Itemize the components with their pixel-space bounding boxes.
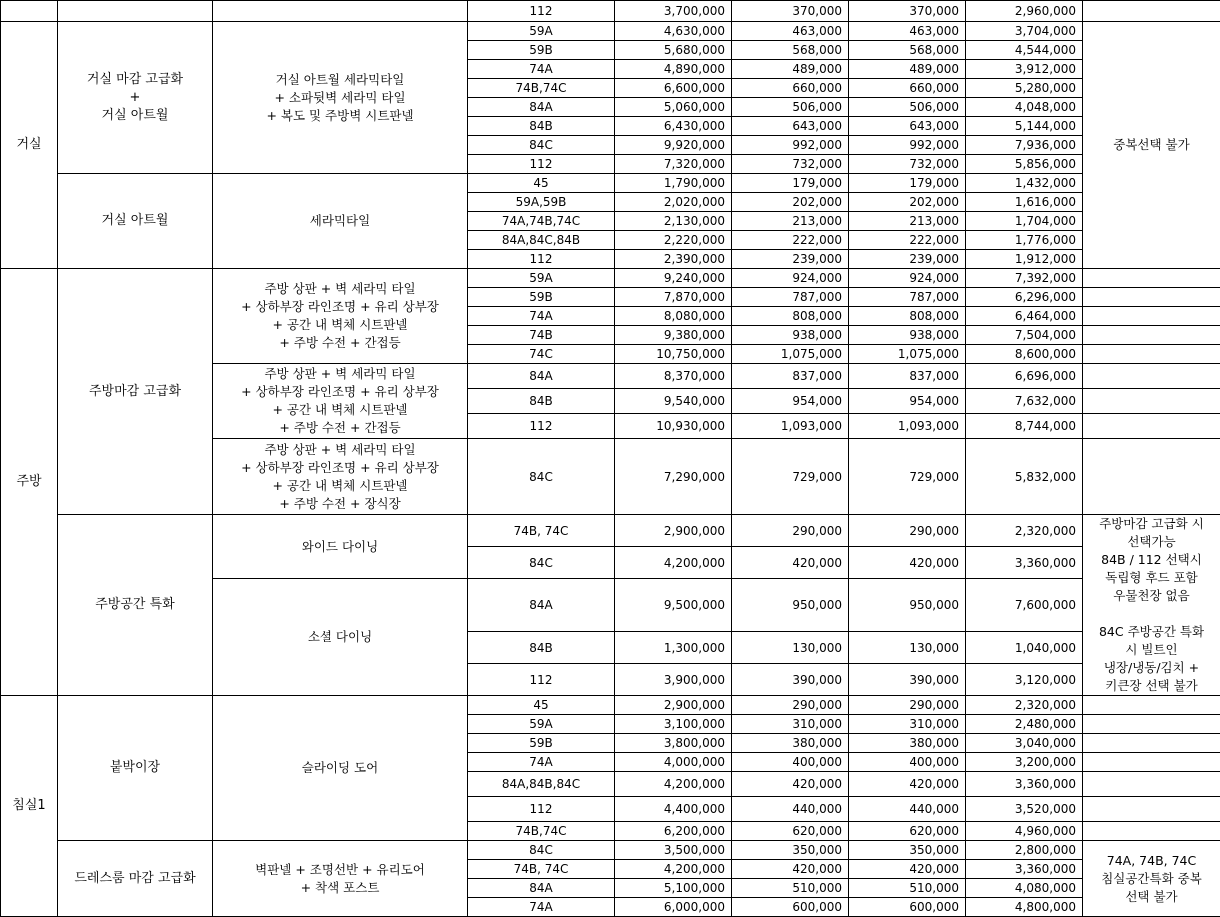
note-cell [1083,822,1220,841]
item-closet: 붙박이장 [58,696,213,841]
text-line: + 주방 수전 + 장식장 [216,495,464,513]
model-cell: 84A [468,98,615,117]
text-line: + 소파뒷벽 세라믹 타일 [216,89,464,107]
text-line: 거실 마감 고급화 [61,71,209,89]
vat-cell: 600,000 [732,898,849,917]
base-price-cell: 9,240,000 [615,269,732,288]
room-cell [1,1,58,22]
base-price-cell: 6,200,000 [615,822,732,841]
item-cell [58,1,213,22]
base-price-cell: 6,000,000 [615,898,732,917]
text-line: + 주방 수전 + 간접등 [216,419,464,437]
text-line: 독립형 후드 포함 [1086,569,1217,587]
text-line: + 공간 내 벽체 시트판넬 [216,316,464,334]
vat-cell: 808,000 [849,307,966,326]
text-line: 냉장/냉동/김치 + [1086,659,1217,677]
model-cell: 59A [468,22,615,41]
note-kitchen-space [1083,515,1220,696]
total-price-cell: 5,144,000 [966,117,1083,136]
model-cell: 84A [468,579,615,632]
text-line: 우물천장 없음 [1086,587,1217,605]
total-price-cell: 1,776,000 [966,231,1083,250]
model-cell: 74A,74B,74C [468,212,615,231]
note-cell [1083,326,1220,345]
vat-cell: 390,000 [732,664,849,696]
item-kitchen-space: 주방공간 특화 [58,515,213,696]
text-line: 주방 상판 + 벽 세라믹 타일 [216,280,464,298]
model-cell: 84C [468,841,615,860]
total-price-cell: 8,600,000 [966,345,1083,364]
total-price-cell: 5,832,000 [966,439,1083,515]
vat-cell: 370,000 [849,1,966,22]
vat-cell: 643,000 [732,117,849,136]
model-cell: 84C [468,547,615,579]
text-line: + 착색 포스트 [216,879,464,897]
base-price-cell: 9,540,000 [615,389,732,414]
text-line: 84B / 112 선택시 [1086,551,1217,569]
vat-cell: 420,000 [732,860,849,879]
vat-cell: 213,000 [849,212,966,231]
vat-cell: 179,000 [732,174,849,193]
note-cell [1083,1,1220,22]
note-cell [1083,734,1220,753]
vat-cell: 350,000 [732,841,849,860]
text-line: + 복도 및 주방벽 시트판넬 [216,107,464,125]
desc-wide-dining: 와이드 다이닝 [213,515,468,579]
vat-cell: 440,000 [732,797,849,822]
model-cell: 112 [468,664,615,696]
total-price-cell: 4,544,000 [966,41,1083,60]
item-living-finish [58,22,213,174]
vat-cell: 370,000 [732,1,849,22]
total-price-cell: 3,520,000 [966,797,1083,822]
vat-cell: 732,000 [849,155,966,174]
text-line: 거실 아트월 세라믹타일 [216,71,464,89]
vat-cell: 954,000 [849,389,966,414]
base-price-cell: 7,320,000 [615,155,732,174]
model-cell: 74B [468,326,615,345]
model-cell: 59B [468,288,615,307]
model-cell: 59A,59B [468,193,615,212]
vat-cell: 222,000 [849,231,966,250]
model-cell: 84A,84B,84C [468,772,615,797]
vat-cell: 568,000 [732,41,849,60]
note-cell [1083,439,1220,515]
model-cell: 84B [468,117,615,136]
total-price-cell: 6,464,000 [966,307,1083,326]
vat-cell: 290,000 [849,696,966,715]
vat-cell: 732,000 [732,155,849,174]
vat-cell: 213,000 [732,212,849,231]
total-price-cell: 3,360,000 [966,772,1083,797]
text-line: + 공간 내 벽체 시트판넬 [216,401,464,419]
total-price-cell: 7,936,000 [966,136,1083,155]
total-price-cell: 3,120,000 [966,664,1083,696]
base-price-cell: 3,700,000 [615,1,732,22]
base-price-cell: 5,680,000 [615,41,732,60]
text-line: + 상하부장 라인조명 + 유리 상부장 [216,459,464,477]
desc-social-dining: 소셜 다이닝 [213,579,468,696]
room-bedroom: 침실1 [1,696,58,917]
text-line: 84C 주방공간 특화 [1086,623,1217,641]
room-kitchen: 주방 [1,269,58,696]
model-cell: 112 [468,250,615,269]
table-row [1,841,1220,860]
text-line: + [61,89,209,107]
text-line: + 상하부장 라인조명 + 유리 상부장 [216,383,464,401]
text-line: 키큰장 선택 불가 [1086,677,1217,695]
vat-cell: 938,000 [849,326,966,345]
total-price-cell: 3,360,000 [966,547,1083,579]
total-price-cell: 3,704,000 [966,22,1083,41]
base-price-cell: 3,800,000 [615,734,732,753]
text-line: 선택가능 [1086,533,1217,551]
vat-cell: 202,000 [849,193,966,212]
model-cell: 84A [468,879,615,898]
model-cell: 45 [468,174,615,193]
note-bedroom [1083,841,1220,917]
total-price-cell: 7,504,000 [966,326,1083,345]
vat-cell: 620,000 [849,822,966,841]
note-cell [1083,696,1220,715]
model-cell: 74B,74C [468,822,615,841]
vat-cell: 1,093,000 [732,414,849,439]
base-price-cell: 1,790,000 [615,174,732,193]
model-cell: 74A [468,60,615,79]
model-cell: 84A [468,364,615,389]
text-line: 거실 아트월 [61,107,209,125]
total-price-cell: 7,392,000 [966,269,1083,288]
model-cell: 112 [468,155,615,174]
total-price-cell: 1,616,000 [966,193,1083,212]
model-cell: 84C [468,439,615,515]
model-cell: 74C [468,345,615,364]
base-price-cell: 10,930,000 [615,414,732,439]
vat-cell: 950,000 [849,579,966,632]
vat-cell: 420,000 [849,547,966,579]
model-cell: 59B [468,41,615,60]
vat-cell: 202,000 [732,193,849,212]
model-cell: 74B, 74C [468,515,615,547]
vat-cell: 506,000 [849,98,966,117]
base-price-cell: 1,300,000 [615,632,732,664]
base-price-cell: 8,080,000 [615,307,732,326]
vat-cell: 643,000 [849,117,966,136]
model-cell: 84B [468,389,615,414]
total-price-cell: 6,296,000 [966,288,1083,307]
text-line: + 상하부장 라인조명 + 유리 상부장 [216,298,464,316]
note-cell [1083,269,1220,288]
base-price-cell: 5,100,000 [615,879,732,898]
vat-cell: 808,000 [732,307,849,326]
text-line: 주방마감 고급화 시 [1086,515,1217,533]
desc-kitchen-finish-2 [213,364,468,439]
text-line: 주방 상판 + 벽 세라믹 타일 [216,365,464,383]
total-price-cell: 4,048,000 [966,98,1083,117]
vat-cell: 400,000 [732,753,849,772]
total-price-cell: 1,040,000 [966,632,1083,664]
desc-kitchen-finish-1 [213,269,468,364]
vat-cell: 1,075,000 [732,345,849,364]
base-price-cell: 3,900,000 [615,664,732,696]
table-row-top [1,1,1220,22]
vat-cell: 660,000 [732,79,849,98]
total-price-cell: 6,696,000 [966,364,1083,389]
model-cell: 84C [468,136,615,155]
table-row [1,174,1220,193]
vat-cell: 420,000 [732,547,849,579]
total-price-cell: 2,480,000 [966,715,1083,734]
total-price-cell: 2,960,000 [966,1,1083,22]
vat-cell: 290,000 [849,515,966,547]
base-price-cell: 7,290,000 [615,439,732,515]
model-cell: 112 [468,414,615,439]
vat-cell: 290,000 [732,696,849,715]
vat-cell: 130,000 [849,632,966,664]
base-price-cell: 2,220,000 [615,231,732,250]
vat-cell: 350,000 [849,841,966,860]
vat-cell: 489,000 [849,60,966,79]
text-line: 주방 상판 + 벽 세라믹 타일 [216,441,464,459]
vat-cell: 420,000 [849,860,966,879]
text-line: + 주방 수전 + 간접등 [216,334,464,352]
model-cell: 74A [468,898,615,917]
note-cell [1083,797,1220,822]
base-price-cell: 10,750,000 [615,345,732,364]
model-cell: 84B [468,632,615,664]
vat-cell: 130,000 [732,632,849,664]
model-cell: 59A [468,269,615,288]
table-row [1,696,1220,715]
vat-cell: 924,000 [732,269,849,288]
total-price-cell: 3,200,000 [966,753,1083,772]
vat-cell: 380,000 [732,734,849,753]
total-price-cell: 1,432,000 [966,174,1083,193]
base-price-cell: 8,370,000 [615,364,732,389]
vat-cell: 954,000 [732,389,849,414]
note-cell [1083,753,1220,772]
room-living: 거실 [1,22,58,269]
note-cell [1083,414,1220,439]
vat-cell: 510,000 [732,879,849,898]
base-price-cell: 4,200,000 [615,547,732,579]
table-row [1,22,1220,41]
model-cell: 59B [468,734,615,753]
vat-cell: 440,000 [849,797,966,822]
vat-cell: 463,000 [849,22,966,41]
vat-cell: 837,000 [732,364,849,389]
base-price-cell: 9,920,000 [615,136,732,155]
model-cell: 74B, 74C [468,860,615,879]
total-price-cell: 3,040,000 [966,734,1083,753]
base-price-cell: 9,380,000 [615,326,732,345]
base-price-cell: 2,020,000 [615,193,732,212]
vat-cell: 489,000 [732,60,849,79]
vat-cell: 506,000 [732,98,849,117]
total-price-cell: 1,912,000 [966,250,1083,269]
desc-living-artwall: 세라믹타일 [213,174,468,269]
vat-cell: 380,000 [849,734,966,753]
base-price-cell: 2,130,000 [615,212,732,231]
desc-kitchen-finish-3 [213,439,468,515]
item-kitchen-finish: 주방마감 고급화 [58,269,213,515]
vat-cell: 729,000 [732,439,849,515]
base-price-cell: 6,430,000 [615,117,732,136]
text-line: 74A, 74B, 74C [1086,852,1217,870]
model-cell: 112 [468,797,615,822]
model-cell: 84A,84C,84B [468,231,615,250]
vat-cell: 950,000 [732,579,849,632]
total-price-cell: 4,080,000 [966,879,1083,898]
text-line [1086,605,1217,623]
vat-cell: 463,000 [732,22,849,41]
desc-sliding-door: 슬라이딩 도어 [213,696,468,841]
item-living-artwall: 거실 아트월 [58,174,213,269]
model-cell: 112 [468,1,615,22]
base-price-cell: 2,900,000 [615,515,732,547]
base-price-cell: 9,500,000 [615,579,732,632]
desc-living-finish [213,22,468,174]
text-line: 선택 불가 [1086,888,1217,906]
base-price-cell: 3,100,000 [615,715,732,734]
vat-cell: 938,000 [732,326,849,345]
total-price-cell: 2,320,000 [966,515,1083,547]
note-cell [1083,307,1220,326]
vat-cell: 239,000 [732,250,849,269]
note-cell [1083,364,1220,389]
total-price-cell: 4,960,000 [966,822,1083,841]
base-price-cell: 7,870,000 [615,288,732,307]
desc-cell [213,1,468,22]
text-line: + 공간 내 벽체 시트판넬 [216,477,464,495]
vat-cell: 787,000 [849,288,966,307]
total-price-cell: 4,800,000 [966,898,1083,917]
vat-cell: 837,000 [849,364,966,389]
vat-cell: 1,075,000 [849,345,966,364]
total-price-cell: 1,704,000 [966,212,1083,231]
vat-cell: 310,000 [849,715,966,734]
vat-cell: 310,000 [732,715,849,734]
model-cell: 45 [468,696,615,715]
vat-cell: 568,000 [849,41,966,60]
base-price-cell: 4,890,000 [615,60,732,79]
model-cell: 74A [468,753,615,772]
vat-cell: 510,000 [849,879,966,898]
base-price-cell: 2,390,000 [615,250,732,269]
base-price-cell: 2,900,000 [615,696,732,715]
model-cell: 74A [468,307,615,326]
base-price-cell: 4,200,000 [615,772,732,797]
total-price-cell: 3,360,000 [966,860,1083,879]
vat-cell: 390,000 [849,664,966,696]
note-cell [1083,389,1220,414]
total-price-cell: 7,632,000 [966,389,1083,414]
model-cell: 59A [468,715,615,734]
vat-cell: 222,000 [732,231,849,250]
text-line: 침실공간특화 중복 [1086,870,1217,888]
total-price-cell: 7,600,000 [966,579,1083,632]
vat-cell: 600,000 [849,898,966,917]
total-price-cell: 5,856,000 [966,155,1083,174]
vat-cell: 620,000 [732,822,849,841]
note-cell [1083,772,1220,797]
desc-dressroom [213,841,468,917]
vat-cell: 729,000 [849,439,966,515]
vat-cell: 787,000 [732,288,849,307]
note-cell [1083,345,1220,364]
vat-cell: 660,000 [849,79,966,98]
base-price-cell: 4,400,000 [615,797,732,822]
base-price-cell: 4,630,000 [615,22,732,41]
vat-cell: 290,000 [732,515,849,547]
base-price-cell: 6,600,000 [615,79,732,98]
total-price-cell: 3,912,000 [966,60,1083,79]
vat-cell: 992,000 [732,136,849,155]
base-price-cell: 4,000,000 [615,753,732,772]
total-price-cell: 5,280,000 [966,79,1083,98]
vat-cell: 420,000 [732,772,849,797]
model-cell: 74B,74C [468,79,615,98]
base-price-cell: 5,060,000 [615,98,732,117]
base-price-cell: 3,500,000 [615,841,732,860]
total-price-cell: 8,744,000 [966,414,1083,439]
vat-cell: 1,093,000 [849,414,966,439]
base-price-cell: 4,200,000 [615,860,732,879]
vat-cell: 179,000 [849,174,966,193]
total-price-cell: 2,800,000 [966,841,1083,860]
table-row [1,515,1220,547]
text-line: 시 빌트인 [1086,641,1217,659]
note-cell [1083,715,1220,734]
item-dressroom: 드레스룸 마감 고급화 [58,841,213,917]
vat-cell: 239,000 [849,250,966,269]
table-row [1,269,1220,288]
text-line: 벽판넬 + 조명선반 + 유리도어 [216,861,464,879]
vat-cell: 992,000 [849,136,966,155]
note-cell [1083,288,1220,307]
note-living: 중복선택 불가 [1083,22,1220,269]
vat-cell: 400,000 [849,753,966,772]
vat-cell: 924,000 [849,269,966,288]
table-body [1,1,1220,917]
total-price-cell: 2,320,000 [966,696,1083,715]
vat-cell: 420,000 [849,772,966,797]
